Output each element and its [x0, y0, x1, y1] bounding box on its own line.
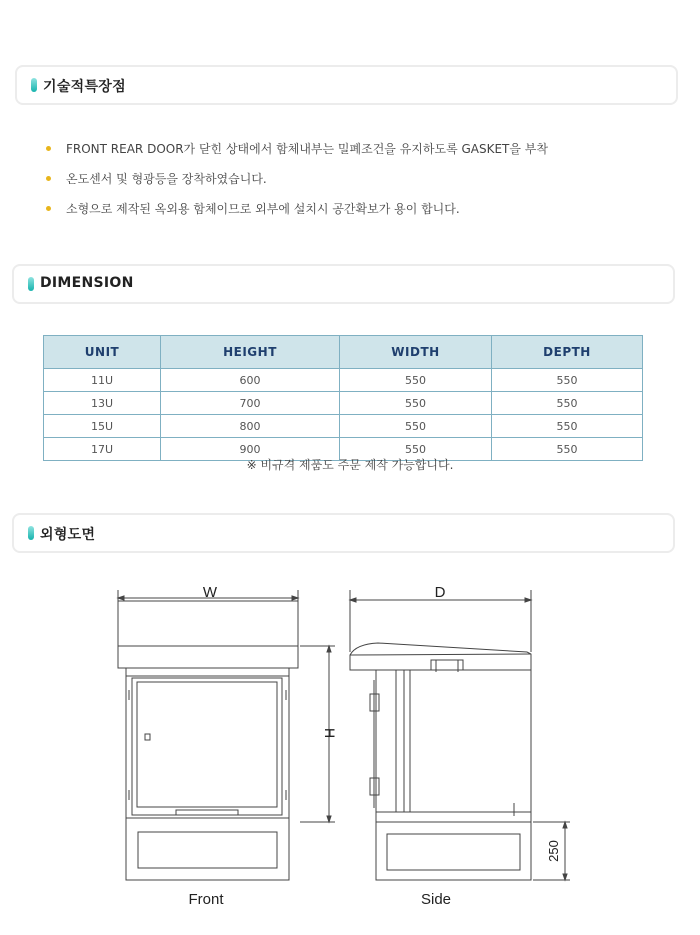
side-body	[376, 670, 531, 812]
dimension-section-header	[12, 264, 675, 304]
bullet-icon	[46, 176, 51, 181]
table-row	[44, 415, 643, 438]
table-cell: 800	[161, 415, 340, 438]
table-cell: 15U	[44, 415, 161, 438]
section-marker-icon	[31, 78, 37, 92]
front-roof-base	[118, 646, 298, 668]
bullet-icon	[46, 146, 51, 151]
front-base-vent	[138, 832, 277, 868]
front-door	[137, 682, 277, 807]
door-lock-icon	[145, 734, 150, 740]
column-header: DEPTH	[492, 336, 643, 369]
depth-label: D	[434, 584, 446, 601]
table-cell: 550	[340, 415, 492, 438]
side-caption: Side	[420, 891, 452, 908]
side-base-vent	[387, 834, 520, 870]
front-caption: Front	[188, 891, 224, 908]
feature-item: 온도센서 및 형광등을 장착하였습니다.	[42, 168, 548, 198]
front-roof-lip	[126, 668, 289, 676]
table-cell: 550	[492, 392, 643, 415]
column-header: WIDTH	[340, 336, 492, 369]
custom-order-note: ※ 비규격 제품도 주문 제작 가능합니다.	[246, 458, 454, 472]
table-cell: 900	[161, 438, 340, 461]
feature-item: 소형으로 제작된 옥외용 함체이므로 외부에 설치시 공간확보가 용이 합니다.	[42, 198, 548, 228]
table-cell: 550	[492, 369, 643, 392]
table-row	[44, 369, 643, 392]
table-cell: 550	[492, 438, 643, 461]
table-cell: 550	[340, 392, 492, 415]
table-cell: 550	[340, 438, 492, 461]
feature-item: FRONT REAR DOOR가 닫힌 상태에서 함체내부는 밀폐조건을 유지하도록 GASKET을 부착	[42, 138, 548, 168]
width-label: W	[202, 584, 218, 601]
table-cell: 13U	[44, 392, 161, 415]
bullet-icon	[46, 206, 51, 211]
table-header-row	[44, 336, 643, 369]
column-header: HEIGHT	[161, 336, 340, 369]
table-cell: 550	[340, 369, 492, 392]
section-marker-icon	[28, 277, 34, 291]
front-handle	[176, 810, 238, 815]
features-section-title: 기술적특장점	[43, 79, 126, 95]
drawing-section-header	[12, 513, 675, 553]
front-body	[126, 676, 289, 818]
side-view	[350, 643, 531, 880]
front-roof	[118, 601, 298, 646]
front-view	[118, 601, 298, 880]
features-section-header	[15, 65, 678, 105]
column-header: UNIT	[44, 336, 161, 369]
front-base	[126, 818, 289, 880]
drawing-section-title: 외형도면	[40, 527, 96, 543]
dimension-table	[43, 335, 643, 461]
table-cell: 600	[161, 369, 340, 392]
feature-list	[42, 138, 548, 228]
height-label: H	[322, 727, 338, 739]
table-row	[44, 392, 643, 415]
enclosure-drawing	[0, 570, 700, 930]
front-door-frame	[132, 678, 282, 815]
section-marker-icon	[28, 526, 34, 540]
dimension-section-title: DIMENSION	[40, 275, 134, 291]
table-cell: 11U	[44, 369, 161, 392]
side-roof	[350, 643, 531, 670]
table-cell: 550	[492, 415, 643, 438]
table-cell: 17U	[44, 438, 161, 461]
table-cell: 700	[161, 392, 340, 415]
base-height-label: 250	[546, 840, 561, 862]
